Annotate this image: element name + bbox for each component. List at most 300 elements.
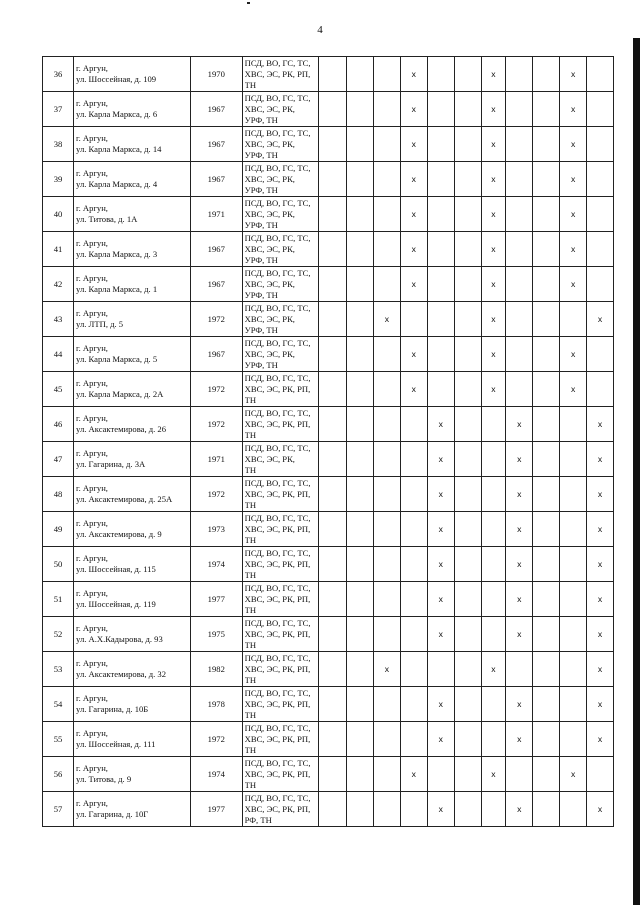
table-row [43, 337, 614, 372]
mark-cell [587, 57, 614, 92]
mark-cell [400, 127, 427, 162]
services-line: УРФ, ТН [244, 254, 278, 265]
address-street: ул. Аксактемирова, д. 26 [76, 424, 167, 434]
mark-cell [347, 232, 374, 267]
mark-cell [533, 792, 560, 827]
mark-cell [533, 757, 560, 792]
services-line: ХВС, ЭС, РК, РП, [244, 558, 311, 569]
address-street: ул. Шоссейная, д. 111 [76, 739, 156, 749]
address-cell [74, 582, 191, 617]
mark-cell [400, 652, 427, 687]
address-street: ул. Аксактемирова, д. 9 [76, 529, 162, 539]
check-mark: x [517, 733, 522, 744]
build-year: 1982 [190, 652, 242, 687]
check-mark: x [438, 418, 443, 429]
mark-cell [373, 372, 400, 407]
mark-cell [400, 477, 427, 512]
mark-cell [454, 162, 481, 197]
mark-cell [373, 547, 400, 582]
mark-cell [427, 162, 454, 197]
mark-cell [373, 57, 400, 92]
mark-cell [347, 617, 374, 652]
build-year: 1967 [190, 92, 242, 127]
address-street: ул. А.Х.Кадырова, д. 93 [76, 634, 163, 644]
address-city: г. Аргун, [76, 448, 108, 458]
mark-cell [427, 582, 454, 617]
mark-cell [347, 652, 374, 687]
address-cell [74, 407, 191, 442]
services-line: ХВС, ЭС, РК, РП, [244, 68, 311, 79]
mark-cell [347, 757, 374, 792]
mark-cell [560, 652, 587, 687]
check-mark: x [517, 488, 522, 499]
services-line: УРФ, ТН [244, 289, 278, 300]
check-mark: x [491, 243, 496, 254]
mark-cell [373, 337, 400, 372]
address-cell [74, 337, 191, 372]
mark-cell [427, 232, 454, 267]
mark-cell [400, 302, 427, 337]
check-mark: x [491, 383, 496, 394]
mark-cell [506, 57, 533, 92]
table-row [43, 92, 614, 127]
mark-cell [400, 232, 427, 267]
table-row [43, 687, 614, 722]
address-street: ул. Титова, д. 9 [76, 774, 132, 784]
mark-cell [319, 512, 347, 547]
table-row [43, 442, 614, 477]
services-line: ХВС, ЭС, РК, [244, 138, 295, 149]
mark-cell [481, 582, 506, 617]
build-year: 1974 [190, 757, 242, 792]
address-street: ул. Шоссейная, д. 119 [76, 599, 156, 609]
mark-cell [319, 722, 347, 757]
mark-cell [347, 407, 374, 442]
services-line: УРФ, ТН [244, 149, 278, 160]
check-mark: x [517, 418, 522, 429]
mark-cell [533, 547, 560, 582]
mark-cell [373, 477, 400, 512]
mark-cell [454, 512, 481, 547]
mark-cell [454, 372, 481, 407]
mark-cell [319, 197, 347, 232]
mark-cell [560, 442, 587, 477]
registry-rows [43, 57, 614, 827]
row-number: 46 [43, 407, 74, 442]
mark-cell [427, 197, 454, 232]
address-cell [74, 442, 191, 477]
mark-cell [533, 302, 560, 337]
mark-cell [533, 197, 560, 232]
address-city: г. Аргун, [76, 98, 108, 108]
services-line: ПСД, ВО, ГС, ТС, [244, 722, 311, 733]
address-cell [74, 92, 191, 127]
services-line: УРФ, ТН [244, 219, 278, 230]
build-year: 1967 [190, 267, 242, 302]
row-number: 53 [43, 652, 74, 687]
mark-cell [347, 267, 374, 302]
address-street: ул. Карла Маркса, д. 5 [76, 354, 158, 364]
mark-cell [319, 617, 347, 652]
mark-cell [427, 442, 454, 477]
scan-speck [247, 2, 250, 4]
check-mark: x [411, 208, 416, 219]
address-street: ул. Карла Маркса, д. 1 [76, 284, 158, 294]
services-line: ТН [244, 709, 257, 720]
check-mark: x [384, 313, 390, 324]
mark-cell [400, 162, 427, 197]
services-line: ПСД, ВО, ГС, ТС, [244, 477, 311, 488]
mark-cell [373, 617, 400, 652]
check-mark: x [517, 558, 522, 569]
address-city: г. Аргун, [76, 798, 108, 808]
services-line: ПСД, ВО, ГС, ТС, [244, 757, 311, 768]
mark-cell [319, 57, 347, 92]
mark-cell [533, 232, 560, 267]
address-city: г. Аргун, [76, 308, 108, 318]
check-mark: x [491, 173, 496, 184]
mark-cell [427, 617, 454, 652]
mark-cell [587, 757, 614, 792]
row-number: 49 [43, 512, 74, 547]
mark-cell [533, 652, 560, 687]
services-line: ПСД, ВО, ГС, ТС, [244, 792, 311, 803]
mark-cell [533, 92, 560, 127]
check-mark: x [517, 803, 522, 814]
check-mark: x [411, 348, 416, 359]
address-city: г. Аргун, [76, 63, 108, 73]
mark-cell [587, 197, 614, 232]
mark-cell [481, 232, 506, 267]
mark-cell [427, 792, 454, 827]
mark-cell [427, 337, 454, 372]
services-line: УРФ, ТН [244, 359, 278, 370]
mark-cell [347, 372, 374, 407]
mark-cell [373, 92, 400, 127]
mark-cell [400, 617, 427, 652]
check-mark: x [411, 278, 416, 289]
check-mark: x [438, 628, 443, 639]
address-cell [74, 722, 191, 757]
build-year: 1967 [190, 127, 242, 162]
build-year: 1970 [190, 57, 242, 92]
mark-cell [427, 652, 454, 687]
mark-cell [319, 372, 347, 407]
mark-cell [481, 92, 506, 127]
row-number: 41 [43, 232, 74, 267]
row-number: 45 [43, 372, 74, 407]
mark-cell [560, 757, 587, 792]
mark-cell [506, 232, 533, 267]
build-year: 1975 [190, 617, 242, 652]
mark-cell [587, 267, 614, 302]
address-city: г. Аргун, [76, 203, 108, 213]
address-cell [74, 162, 191, 197]
services-line: ПСД, ВО, ГС, ТС, [244, 197, 311, 208]
mark-cell [506, 687, 533, 722]
table-row [43, 722, 614, 757]
services-line: ХВС, ЭС, РК, [244, 208, 295, 219]
build-year: 1972 [190, 407, 242, 442]
check-mark: x [491, 663, 496, 674]
table-row [43, 512, 614, 547]
check-mark: x [517, 523, 522, 534]
mark-cell [587, 547, 614, 582]
services-line: ХВС, ЭС, РК, [244, 348, 295, 359]
mark-cell [427, 687, 454, 722]
address-city: г. Аргун, [76, 693, 108, 703]
mark-cell [347, 547, 374, 582]
mark-cell [506, 442, 533, 477]
services-line: ХВС, ЭС, РК, РП, [244, 628, 311, 639]
services-line: ПСД, ВО, ГС, ТС, [244, 302, 311, 313]
address-street: ул. Карла Маркса, д. 2А [76, 389, 164, 399]
services-line: ТН [244, 674, 257, 685]
row-number: 37 [43, 92, 74, 127]
mark-cell [319, 127, 347, 162]
mark-cell [347, 792, 374, 827]
check-mark: x [491, 278, 496, 289]
mark-cell [373, 267, 400, 302]
check-mark: x [411, 68, 416, 79]
check-mark: x [384, 663, 390, 674]
mark-cell [587, 722, 614, 757]
mark-cell [319, 407, 347, 442]
services-line: ХВС, ЭС, РК, РП, [244, 803, 311, 814]
mark-cell [400, 442, 427, 477]
check-mark: x [597, 593, 603, 604]
services-cell [242, 792, 319, 827]
mark-cell [533, 442, 560, 477]
address-cell [74, 372, 191, 407]
mark-cell [427, 92, 454, 127]
address-street: ул. Карла Маркса, д. 14 [76, 144, 162, 154]
mark-cell [560, 232, 587, 267]
mark-cell [427, 407, 454, 442]
address-cell [74, 477, 191, 512]
services-line: ХВС, ЭС, РК, РП, [244, 418, 311, 429]
mark-cell [319, 652, 347, 687]
address-cell [74, 757, 191, 792]
address-city: г. Аргун, [76, 518, 108, 528]
mark-cell [454, 127, 481, 162]
mark-cell [587, 92, 614, 127]
address-cell [74, 792, 191, 827]
check-mark: x [491, 348, 496, 359]
mark-cell [533, 512, 560, 547]
address-cell [74, 512, 191, 547]
check-mark: x [597, 698, 603, 709]
check-mark: x [597, 313, 603, 324]
services-line: ХВС, ЭС, РК, РП, [244, 768, 311, 779]
check-mark: x [517, 453, 522, 464]
services-line: УРФ, ТН [244, 324, 278, 335]
mark-cell [400, 547, 427, 582]
row-number: 44 [43, 337, 74, 372]
mark-cell [481, 687, 506, 722]
services-cell [242, 512, 319, 547]
mark-cell [347, 92, 374, 127]
mark-cell [400, 92, 427, 127]
build-year: 1972 [190, 372, 242, 407]
mark-cell [319, 477, 347, 512]
services-line: ХВС, ЭС, РК, РП, [244, 488, 311, 499]
services-line: ТН [244, 429, 257, 440]
check-mark: x [597, 418, 603, 429]
mark-cell [347, 687, 374, 722]
mark-cell [506, 652, 533, 687]
mark-cell [400, 337, 427, 372]
mark-cell [533, 407, 560, 442]
row-number: 52 [43, 617, 74, 652]
services-line: ТН [244, 604, 257, 615]
build-year: 1971 [190, 442, 242, 477]
services-cell [242, 162, 319, 197]
address-street: ул. ЛТП, д. 5 [76, 319, 124, 329]
mark-cell [373, 442, 400, 477]
mark-cell [400, 407, 427, 442]
check-mark: x [438, 698, 443, 709]
mark-cell [587, 792, 614, 827]
mark-cell [506, 617, 533, 652]
mark-cell [560, 407, 587, 442]
address-street: ул. Шоссейная, д. 115 [76, 564, 156, 574]
mark-cell [427, 477, 454, 512]
row-number: 57 [43, 792, 74, 827]
mark-cell [560, 337, 587, 372]
check-mark: x [411, 768, 416, 779]
row-number: 47 [43, 442, 74, 477]
mark-cell [587, 652, 614, 687]
services-line: ТН [244, 464, 257, 475]
services-cell [242, 547, 319, 582]
mark-cell [560, 57, 587, 92]
check-mark: x [438, 453, 443, 464]
mark-cell [506, 582, 533, 617]
table-row [43, 792, 614, 827]
address-cell [74, 547, 191, 582]
check-mark: x [491, 138, 496, 149]
table-row [43, 477, 614, 512]
services-cell [242, 407, 319, 442]
mark-cell [560, 722, 587, 757]
services-line: ПСД, ВО, ГС, ТС, [244, 337, 311, 348]
check-mark: x [597, 523, 603, 534]
mark-cell [347, 302, 374, 337]
mark-cell [454, 547, 481, 582]
address-city: г. Аргун, [76, 623, 108, 633]
services-line: УРФ, ТН [244, 184, 278, 195]
table-row [43, 162, 614, 197]
row-number: 42 [43, 267, 74, 302]
services-cell [242, 652, 319, 687]
mark-cell [454, 687, 481, 722]
mark-cell [560, 372, 587, 407]
check-mark: x [411, 173, 416, 184]
check-mark: x [597, 733, 603, 744]
mark-cell [506, 407, 533, 442]
address-city: г. Аргун, [76, 588, 108, 598]
check-mark: x [570, 68, 576, 79]
mark-cell [319, 582, 347, 617]
mark-cell [533, 582, 560, 617]
mark-cell [533, 127, 560, 162]
services-cell [242, 232, 319, 267]
services-line: ХВС, ЭС, РК, РП, [244, 593, 311, 604]
services-cell [242, 477, 319, 512]
table-row [43, 232, 614, 267]
mark-cell [533, 687, 560, 722]
services-cell [242, 302, 319, 337]
address-city: г. Аргун, [76, 378, 108, 388]
services-line: РФ, ТН [244, 814, 272, 825]
services-cell [242, 687, 319, 722]
mark-cell [454, 477, 481, 512]
mark-cell [481, 127, 506, 162]
mark-cell [347, 477, 374, 512]
mark-cell [506, 302, 533, 337]
check-mark: x [411, 243, 416, 254]
mark-cell [427, 757, 454, 792]
check-mark: x [438, 558, 443, 569]
mark-cell [454, 197, 481, 232]
mark-cell [373, 687, 400, 722]
mark-cell [454, 722, 481, 757]
address-street: ул. Шоссейная, д. 109 [76, 74, 157, 84]
mark-cell [481, 477, 506, 512]
build-year: 1967 [190, 162, 242, 197]
mark-cell [319, 267, 347, 302]
mark-cell [454, 267, 481, 302]
table-row [43, 127, 614, 162]
mark-cell [560, 582, 587, 617]
check-mark: x [597, 663, 603, 674]
mark-cell [427, 302, 454, 337]
mark-cell [347, 127, 374, 162]
page-number: 4 [317, 24, 323, 36]
check-mark: x [517, 698, 522, 709]
address-street: ул. Титова, д. 1А [76, 214, 138, 224]
mark-cell [373, 407, 400, 442]
mark-cell [454, 652, 481, 687]
mark-cell [481, 407, 506, 442]
services-line: ПСД, ВО, ГС, ТС, [244, 512, 311, 523]
mark-cell [373, 652, 400, 687]
services-line: ПСД, ВО, ГС, ТС, [244, 372, 311, 383]
mark-cell [400, 512, 427, 547]
mark-cell [481, 792, 506, 827]
mark-cell [400, 197, 427, 232]
mark-cell [587, 302, 614, 337]
services-line: ПСД, ВО, ГС, ТС, [244, 547, 311, 558]
services-line: ХВС, ЭС, РК, [244, 278, 295, 289]
address-street: ул. Аксактемирова, д. 25А [76, 494, 173, 504]
mark-cell [454, 407, 481, 442]
mark-cell [454, 92, 481, 127]
mark-cell [587, 407, 614, 442]
services-line: ПСД, ВО, ГС, ТС, [244, 442, 311, 453]
mark-cell [481, 722, 506, 757]
check-mark: x [491, 313, 496, 324]
mark-cell [560, 687, 587, 722]
services-line: ПСД, ВО, ГС, ТС, [244, 232, 311, 243]
mark-cell [454, 792, 481, 827]
mark-cell [587, 477, 614, 512]
services-line: ПСД, ВО, ГС, ТС, [244, 407, 311, 418]
mark-cell [560, 92, 587, 127]
mark-cell [347, 162, 374, 197]
scan-edge-shadow [633, 38, 640, 905]
